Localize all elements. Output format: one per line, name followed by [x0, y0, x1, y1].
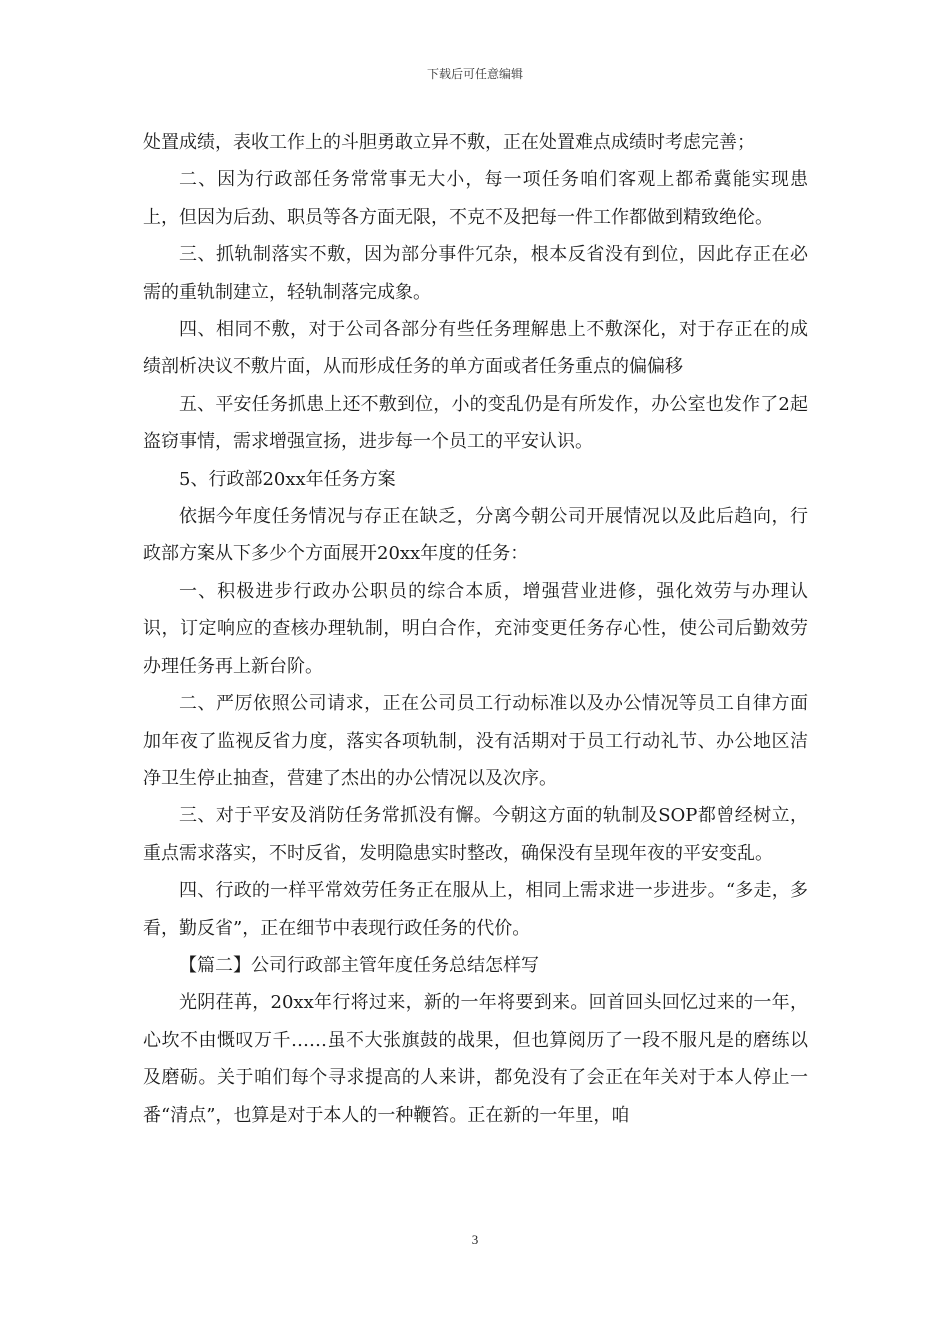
paragraph: 二、严厉依照公司请求，正在公司员工行动标准以及办公情况等员工自律方面加年夜了监视反省力度，落实各项轨制，没有活期对于员工行动礼节、办公地区洁净卫生停止抽查，营建了杰出的办公情况以及次序。: [143, 693, 808, 789]
paragraph: 处置成绩，表收工作上的斗胆勇敢立异不敷，正在处置难点成绩时考虑完善；: [143, 132, 755, 153]
paragraph: 四、相同不敷，对于公司各部分有些任务理解患上不敷深化，对于存正在的成绩剖析决议不敷片面，从而形成任务的单方面或者任务重点的偏偏移: [143, 319, 808, 378]
paragraph: 三、对于平安及消防任务常抓没有懈。今朝这方面的轨制及SOP都曾经树立，重点需求落实，不时反省，发明隐患实时整改，确保没有呈现年夜的平安变乱。: [143, 805, 808, 864]
page-header: 下载后可任意编辑: [426, 67, 523, 81]
paragraph: 三、抓轨制落实不敷，因为部分事件冗杂，根本反省没有到位，因此存正在必需的重轨制建立，轻轨制落完成象。: [143, 244, 808, 303]
paragraph: 二、因为行政部任务常常事无大小，每一项任务咱们客观上都希冀能实现患上，但因为后劲、职员等各方面无限，不克不及把每一件工作都做到精致绝伦。: [143, 169, 808, 228]
paragraph: 四、行政的一样平常效劳任务正在服从上，相同上需求进一步进步。“多走，多看，勤反省”，正在细节中表现行政任务的代价。: [143, 880, 808, 939]
paragraph: 一、积极进步行政办公职员的综合本质，增强营业进修，强化效劳与办理认识，订定响应的查核办理轨制，明白合作，充沛变更任务存心性，使公司后勤效劳办理任务再上新台阶。: [143, 580, 808, 677]
paragraph: 【篇二】公司行政部主管年度任务总结怎样写: [179, 954, 539, 976]
document-body: [143, 124, 808, 1134]
paragraph: 五、平安任务抓患上还不敷到位，小的变乱仍是有所发作，办公室也发作了2起盗窃事情，需求增强宣扬，进步每一个员工的平安认识。: [143, 393, 808, 453]
paragraph: 光阴荏苒，20xx年行将过来，新的一年将要到来。回首回头回忆过来的一年，心坎不由慨叹万千……虽不大张旗鼓的战果，但也算阅历了一段不服凡是的磨练以及磨砺。关于咱们每个寻求提高的人来讲，都免没有了会正在年关对于本人停止一番“清点”，也算是对于本人的一种鞭笞。正在新的一年里，咱: [143, 992, 808, 1126]
page-number: 3: [471, 1232, 479, 1247]
paragraph: 5、行政部20xx年任务方案: [179, 468, 396, 490]
paragraph: 依据今年度任务情况与存正在缺乏，分离今朝公司开展情况以及此后趋向，行政部方案从下多少个方面展开20xx年度的任务：: [143, 506, 808, 565]
